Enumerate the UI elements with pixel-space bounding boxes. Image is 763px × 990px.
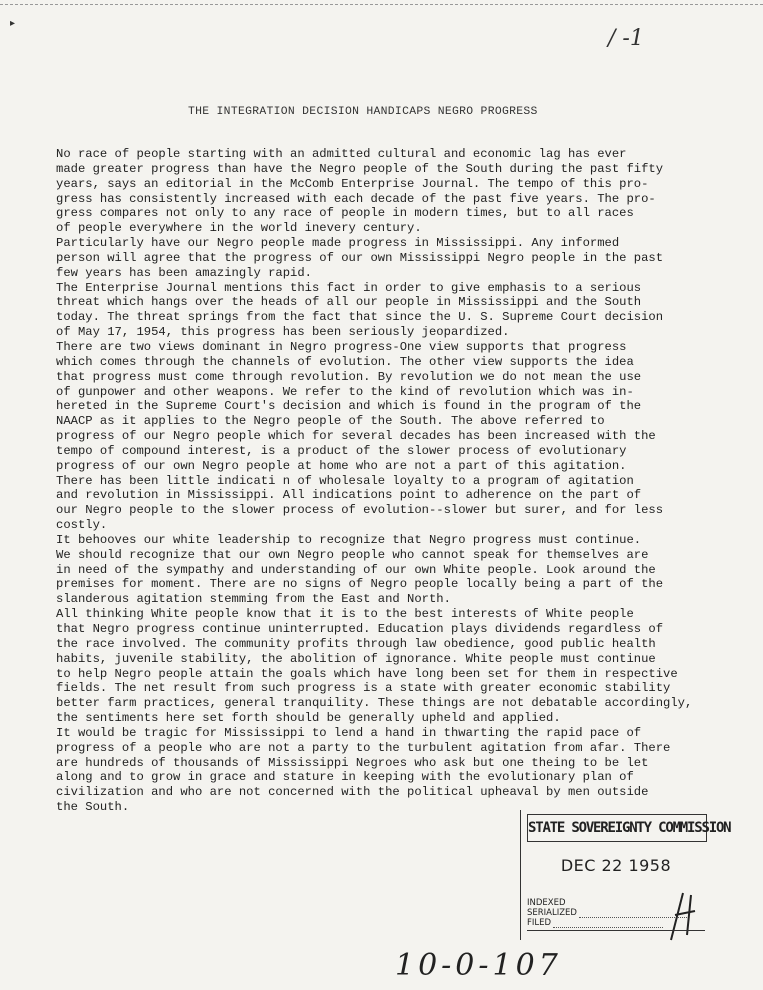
body-line: to help Negro people attain the goals which have long been set for them in respective [56,666,678,681]
body-line: Particularly have our Negro people made progress in Mississippi. Any informed [56,236,620,251]
document-body [56,147,716,815]
stamp-filed-label: FILED [527,918,552,928]
body-line: which comes through the channels of evolution. The other view supports the idea [56,354,634,369]
body-line: fields. The net result from such progress is a state with greater economic stability [56,681,671,696]
stamp-bottom-rule [527,930,705,931]
stamp-header: STATE SOVEREIGNTY COMMISSION [527,814,707,842]
body-line: We should recognize that our own Negro people who cannot speak for themselves are [56,547,649,562]
state-sovereignty-commission-stamp [520,810,731,940]
body-line: There has been little indicati n of wholesale loyalty to a program of agitation [56,473,634,488]
body-line: today. The threat springs from the fact that since the U. S. Supreme Court decision [56,310,664,325]
scan-top-edge [0,4,763,5]
body-line: better farm practices, general tranquility. These things are not debatable accordingly, [56,696,693,711]
body-line: are hundreds of thousands of Mississippi Negroes who ask but one theing to be let [56,755,649,770]
body-line: of gunpower and other weapons. We refer to the kind of revolution which was in- [56,384,634,399]
body-line: habits, juvenile stability, the abolition of ignorance. White people must continue [56,651,656,666]
body-line: gress compares not only to any race of people in modern times, but to all races [56,206,634,221]
body-line: in need of the sympathy and understanding of our own White people. Look around the [56,562,656,577]
stamp-indexed-label: INDEXED [527,898,566,908]
body-line: gress has consistently increased with each decade of the past five years. The pro- [56,191,656,206]
body-line: civilization and who are not concerned with the political upheaval by men outside [56,785,649,800]
stamp-filed-dots [553,927,663,928]
body-line: NAACP as it applies to the Negro people of the South. The above referred to [56,414,605,429]
body-line: hereted in the Supreme Court's decision and which is found in the program of the [56,399,642,414]
body-line: It behooves our white leadership to recognize that Negro progress must continue. [56,532,642,547]
body-line: costly. [56,518,108,533]
document-title: THE INTEGRATION DECISION HANDICAPS NEGRO PROGRESS [188,106,538,118]
stamp-serialized-label: SERIALIZED [527,908,577,918]
body-line: premises for moment. There are no signs of Negro people locally being a part of the [56,577,664,592]
stamp-date: DEC 22 1958 [560,856,672,875]
body-line: The Enterprise Journal mentions this fact in order to give emphasis to a serious [56,280,642,295]
handwritten-file-number: 10-0-107 [395,948,562,983]
body-line: All thinking White people know that it is to the best interests of White people [56,607,634,622]
body-line: that Negro progress continue uninterrupted. Education plays dividends regardless of [56,622,664,636]
body-line: threat which hangs over the heads of all our people in Mississippi and the South [56,295,642,310]
body-line: made greater progress than have the Negro people of the South during the past fifty [56,161,664,176]
body-line: of May 17, 1954, this progress has been seriously jeopardized. [56,325,510,340]
body-line: the race involved. The community profits through law obedience, good public health [56,636,656,651]
body-line: slanderous agitation stemming from the East and North. [56,592,451,607]
body-line: that progress must come through revolution. By revolution we do not mean the use [56,369,642,384]
body-line: It would be tragic for Mississippi to lend a hand in thwarting the rapid pace of [56,725,642,740]
body-line: No race of people starting with an admitted cultural and economic lag has ever [56,147,627,161]
body-line: along and to grow in grace and stature in keeping with the evolutionary plan of [56,770,634,785]
stamp-initials-mark [661,885,701,945]
body-line: of people everywhere in the world inevery century. [56,221,422,236]
stamp-indexed-row [527,898,566,908]
body-line: few years has been amazingly rapid. [56,265,312,280]
body-line: years, says an editorial in the McComb Enterprise Journal. The tempo of this pro- [56,176,649,191]
body-line: our Negro people to the slower process of evolution--slower but surer, and for less [56,503,664,518]
top-right-handwritten-mark: / -1 [608,26,644,51]
scan-speck-mark: ▸ [10,18,16,29]
body-line: the sentiments here set forth should be generally upheld and applied. [56,711,561,726]
body-line: tempo of compound interest, is a product of the slower process of evolutionary [56,443,627,458]
body-line: and revolution in Mississippi. All indications point to adherence on the part of [56,488,642,503]
body-line: person will agree that the progress of our own Mississippi Negro people in the past [56,250,664,265]
body-line: the South. [56,800,130,815]
body-line: There are two views dominant in Negro progress-One view supports that progress [56,339,627,354]
stamp-filed-row [527,918,663,928]
body-line: progress of our own Negro people at home who are not a part of this agitation. [56,458,627,473]
body-line: progress of our Negro people which for several decades has been increased with the [56,429,656,444]
body-line: progress of a people who are not a party to the turbulent agitation from afar. There [56,740,671,755]
